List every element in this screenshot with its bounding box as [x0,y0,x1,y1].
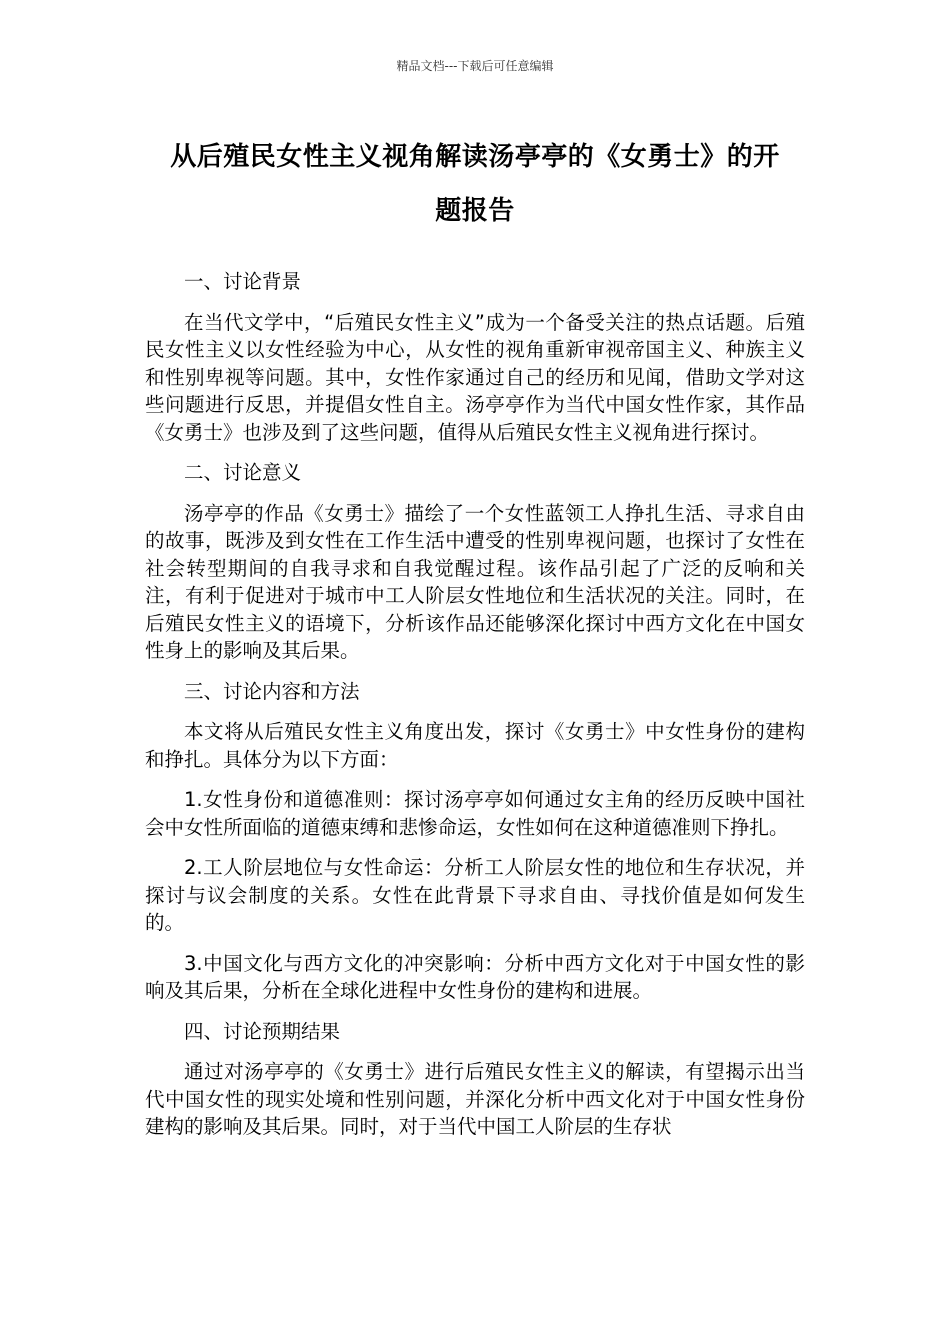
section-heading: 二、讨论意义 [184,461,302,484]
section-heading: 四、讨论预期结果 [184,1019,341,1043]
list-item: 3.中国文化与西方文化的冲突影响：分析中西方文化对于中国女性的影响及其后果，分析在全球化进程中女性身份的建构和进展。 [145,951,805,1002]
paragraph: 本文将从后殖民女性主义角度出发，探讨《女勇士》中女性身份的建构和挣扎。具体分为以下方面： [145,720,805,771]
paragraph: 通过对汤亭亭的《女勇士》进行后殖民女性主义的解读，有望揭示出当代中国女性的现实处境和性别问题，并深化分析中西文化对于中国女性身份建构的影响及其后果。同时，对于当代中国工人阶层的生存状 [145,1060,805,1138]
title-line-2: 题报告 [435,196,515,226]
list-item: 1.女性身份和道德准则：探讨汤亭亭如何通过女主角的经历反映中国社会中女性所面临的道德束缚和悲惨命运，女性如何在这种道德准则下挣扎。 [145,788,805,839]
document-body [145,268,805,1154]
list-item: 2.工人阶层地位与女性命运：分析工人阶层女性的地位和生存状况，并探讨与议会制度的关系。女性在此背景下寻求自由、寻找价值是如何发生的。 [145,856,805,934]
header-note: 精品文档---下载后可任意编辑 [396,59,554,73]
section-heading: 一、讨论背景 [184,270,302,293]
document-title [140,130,810,238]
paragraph: 在当代文学中，“后殖民女性主义”成为一个备受关注的热点话题。后殖民女性主义以女性经验为中心，从女性的视角重新审视帝国主义、种族主义和性别卑视等问题。其中，女性作家通过自己的经历和见闻，借助文学对这些问题进行反思，并提倡女性自主。汤亭亭作为当代中国女性作家，其作品《女勇士》也涉及到了这些问题，值得从后殖民女性主义视角进行探讨。 [145,310,805,444]
section-heading: 三、讨论内容和方法 [184,679,360,703]
paragraph: 汤亭亭的作品《女勇士》描绘了一个女性蓝领工人挣扎生活、寻求自由的故事，既涉及到女性在工作生活中遭受的性别卑视问题，也探讨了女性在社会转型期间的自我寻求和自我觉醒过程。该作品引起了广泛的反响和关注，有利于促进对于城市中工人阶层女性地位和生活状况的关注。同时，在后殖民女性主义的语境下，分析该作品还能够深化探讨中西方文化在中国女性身上的影响及其后果。 [145,501,805,662]
title-line-1: 从后殖民女性主义视角解读汤亭亭的《女勇士》的开 [170,142,780,172]
